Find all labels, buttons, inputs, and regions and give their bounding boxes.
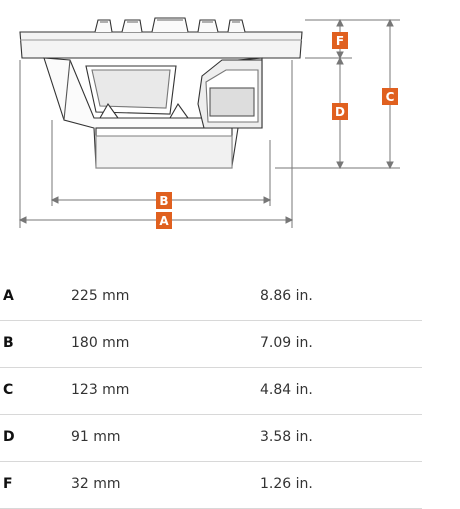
speaker-dimension-diagram: [0, 0, 460, 240]
tag-B: [156, 192, 172, 209]
svg-text:C: C: [385, 90, 395, 104]
dimension-label: A: [3, 288, 14, 304]
dimension-inches: 7.09 in.: [260, 335, 313, 351]
svg-text:D: D: [335, 105, 345, 119]
table-row: [0, 321, 422, 368]
dimension-label: C: [3, 382, 14, 398]
dimension-inches: 1.26 in.: [260, 476, 313, 492]
dimension-label: D: [3, 429, 15, 445]
dimension-mm: 180 mm: [71, 335, 130, 351]
dimension-label: B: [3, 335, 14, 351]
dimension-mm: 91 mm: [71, 429, 121, 445]
tag-D: [332, 103, 348, 120]
dimension-mm: 123 mm: [71, 382, 130, 398]
svg-text:A: A: [159, 214, 169, 228]
tag-A: [156, 212, 172, 229]
table-row: [0, 462, 422, 509]
tag-C: [382, 88, 398, 105]
dimension-mm: 225 mm: [71, 288, 130, 304]
dimensions-table: [0, 274, 422, 509]
dimension-label: F: [3, 476, 13, 492]
speaker-frame: [20, 32, 302, 58]
tag-F: [332, 32, 348, 49]
svg-text:F: F: [335, 34, 345, 48]
dimension-inches: 8.86 in.: [260, 288, 313, 304]
svg-text:B: B: [159, 194, 169, 208]
table-row: [0, 274, 422, 321]
dimension-inches: 4.84 in.: [260, 382, 313, 398]
dimension-inches: 3.58 in.: [260, 429, 313, 445]
dimension-mm: 32 mm: [71, 476, 121, 492]
table-row: [0, 368, 422, 415]
table-row: [0, 415, 422, 462]
